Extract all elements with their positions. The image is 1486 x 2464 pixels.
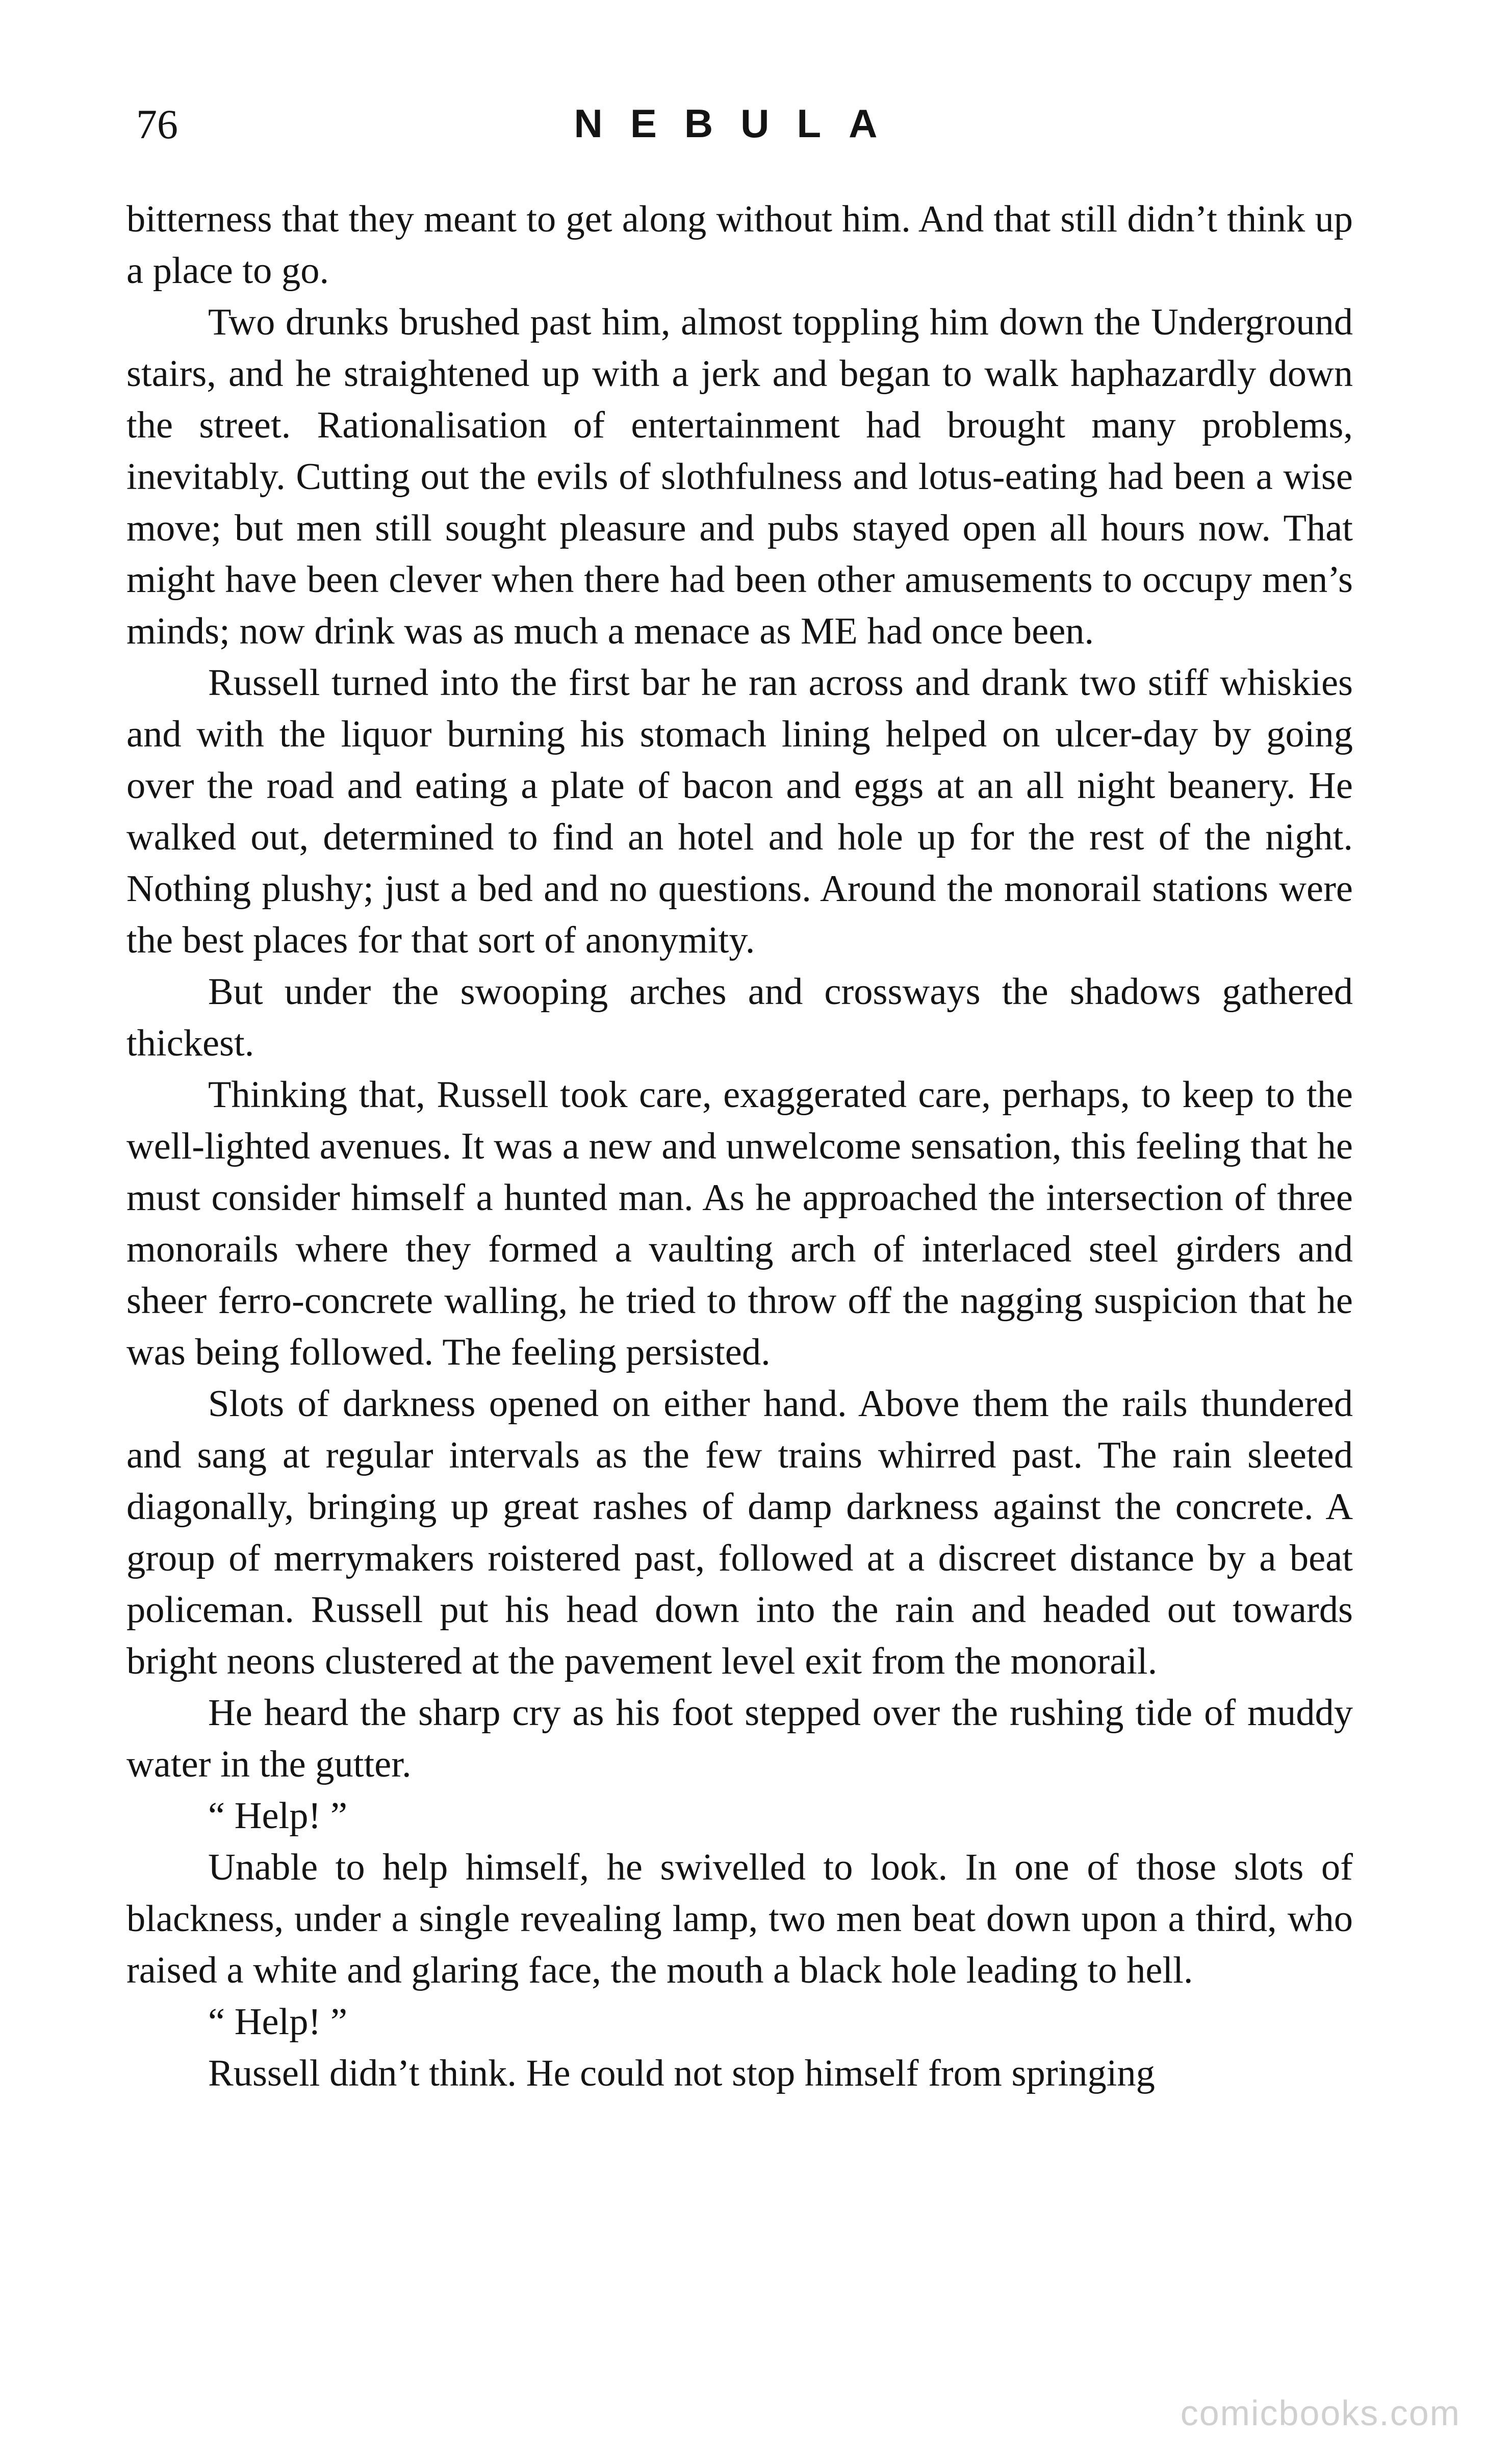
paragraph-7: He heard the sharp cry as his foot stepped over the rushing tide of muddy water in the gutter. — [126, 1692, 1353, 1785]
paragraph-4: But under the swooping arches and crossways the shadows gathered thickest. — [126, 971, 1353, 1064]
watermark: comicbooks.com — [1180, 2393, 1461, 2433]
paragraph-5: Thinking that, Russell took care, exaggerated care, perhaps, to keep to the well-lighted avenues. It was a new and unwelcome sensation, this feeling that he must consider himself a hunted man. As he approached the intersection of three monorails where they formed a vaulting arch of interlaced steel girders and sheer ferro-concrete walling, he tried to throw off the nagging suspicion that he was being followed. The feeling persisted. — [126, 1074, 1353, 1373]
paragraph-8-dialogue: “ Help! ” — [208, 1795, 348, 1837]
paragraph-10-dialogue: “ Help! ” — [208, 2001, 348, 2043]
page-header — [130, 94, 1349, 166]
page-number: 76 — [136, 101, 178, 147]
paragraph-9: Unable to help himself, he swivelled to look. In one of those slots of blackness, under a single revealing lamp, two men beat down upon a third, who raised a white and glaring face, the mouth a black hole leading to hell. — [126, 1846, 1353, 1991]
paragraph-11: Russell didn’t think. He could not stop himself from springing — [208, 2052, 1155, 2094]
paragraph-3: Russell turned into the first bar he ran across and drank two stiff whiskies and with the liquor burning his stomach lining helped on ulcer-day by going over the road and eating a plate of bacon and eggs at an all night beanery. He walked out, determined to find an hotel and hole up for the rest of the night. Nothing plushy; just a bed and no questions. Around the monorail stations were the best places for that sort of anonymity. — [126, 662, 1353, 961]
body-text — [126, 194, 1353, 2099]
paragraph-6: Slots of darkness opened on either hand. Above them the rails thundered and sang at regular intervals as the few trains whirred past. The rain sleeted diagonally, bringing up great rashes of damp darkness against the concrete. A group of merrymakers roistered past, followed at a discreet distance by a beat policeman. Russell put his head down into the rain and headed out towards bright neons clustered at the pavement level exit from the monorail. — [126, 1383, 1353, 1682]
paragraph-2: Two drunks brushed past him, almost toppling him down the Underground stairs, and he straightened up with a jerk and began to walk haphazardly down the street. Rationalisation of entertainment had brought many problems, inevitably. Cutting out the evils of slothfulness and lotus-eating had been a wise move; but men still sought pleasure and pubs stayed open all hours now. That might have been clever when there had been other amusements to occupy men’s minds; now drink was as much a menace as ME had once been. — [126, 301, 1353, 652]
running-head-title: NEBULA — [574, 101, 905, 146]
paragraph-1: bitterness that they meant to get along without him. And that still didn’t think up a place to go. — [126, 198, 1353, 292]
